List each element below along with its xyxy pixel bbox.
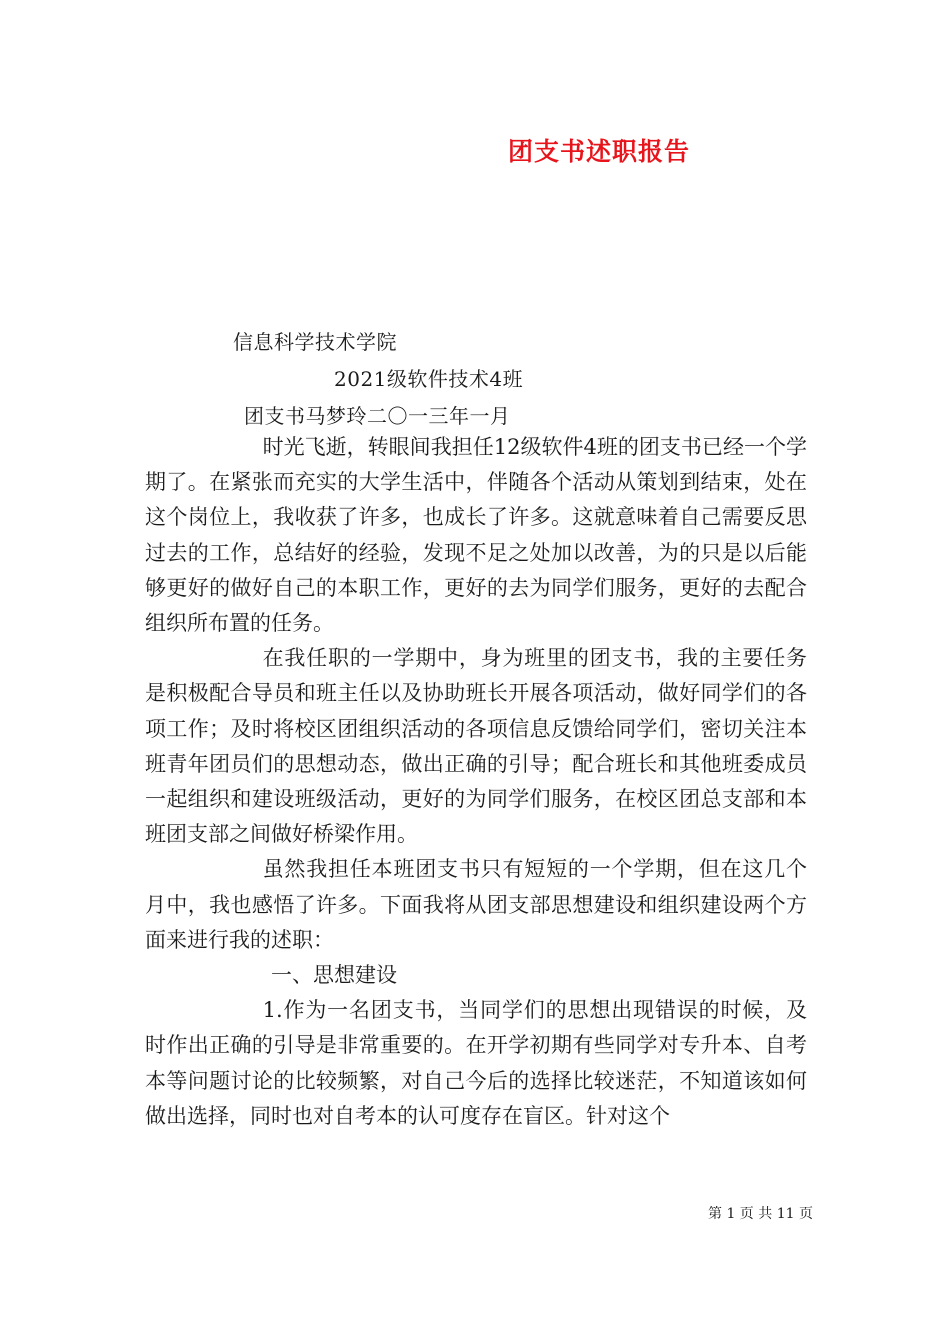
paragraph-1: 时光飞逝，转眼间我担任12级软件4班的团支书已经一个学期了。在紧张而充实的大学生活中，伴随各个活动从策划到结束，处在这个岗位上，我收获了许多，也成长了许多。这就意味着自己需要反思过去的工作，总结好的经验，发现不足之处加以改善，为的只是以后能够更好的做好自己的本职工作，更好的去为同学们服务，更好的去配合组织所布置的任务。 (145, 435, 807, 636)
paragraph-3: 虽然我担任本班团支书只有短短的一个学期，但在这几个月中，我也感悟了许多。下面我将从团支部思想建设和组织建设两个方面来进行我的述职： (145, 857, 807, 952)
document-title: 团支书述职报告 (508, 137, 691, 166)
school-name: 信息科学技术学院 (233, 330, 397, 354)
document-body (145, 430, 807, 1134)
class-name: 2021级软件技术4班 (334, 367, 524, 391)
paragraph-2: 在我任职的一学期中，身为班里的团支书，我的主要任务是积极配合导员和班主任以及协助班长开展各项活动，做好同学们的各项工作；及时将校区团组织活动的各项信息反馈给同学们，密切关注本班青年团员们的思想动态，做出正确的引导；配合班长和其他班委成员一起组织和建设班级活动，更好的为同学们服务，在校区团总支部和本班团支部之间做好桥梁作用。 (145, 646, 807, 847)
section-heading: 一、思想建设 (271, 963, 397, 988)
author-date: 团支书马梦玲二〇一三年一月 (244, 404, 511, 428)
paragraph-item-1: 1.作为一名团支书，当同学们的思想出现错误的时候，及时作出正确的引导是非常重要的。在开学初期有些同学对专升本、自考本等问题讨论的比较频繁，对自己今后的选择比较迷茫，不知道该如何做出选择，同时也对自考本的认可度存在盲区。针对这个 (145, 998, 807, 1128)
page-number: 第 1 页 共 11 页 (708, 1206, 813, 1222)
